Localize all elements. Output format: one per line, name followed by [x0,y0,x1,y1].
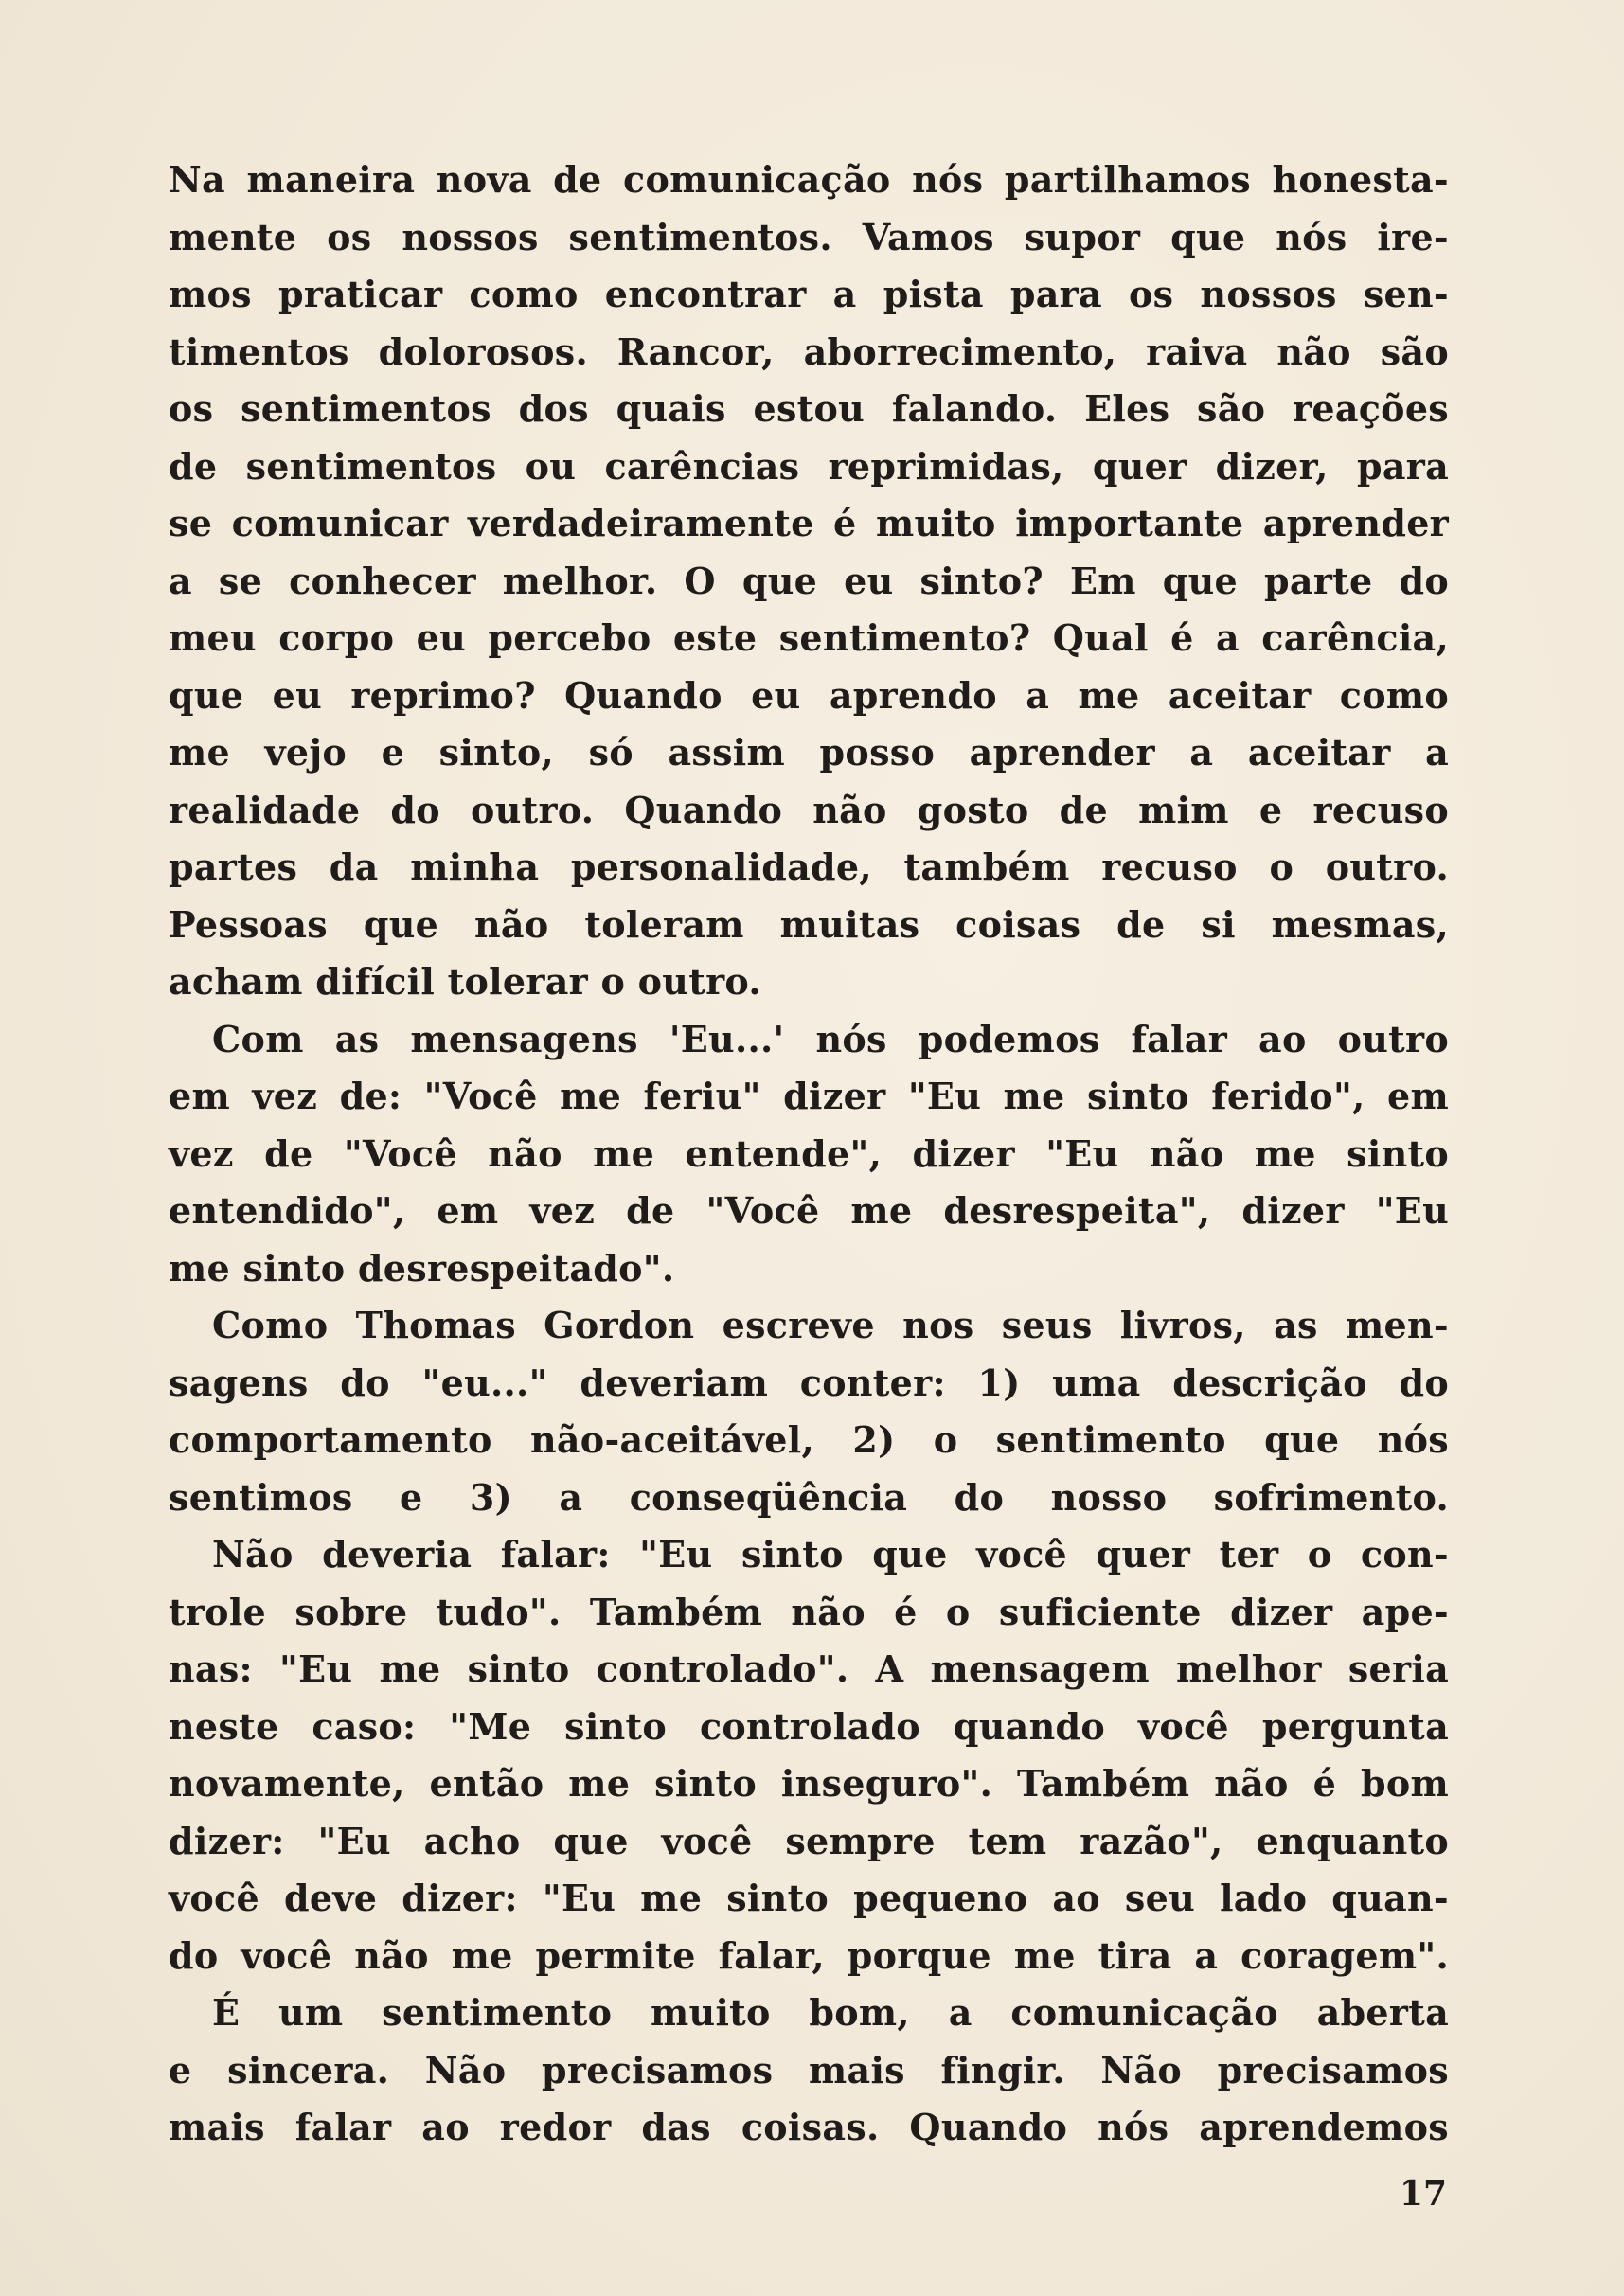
text-line: mos praticar como encontrar a pista para os nossos sen- [169,273,1449,315]
text-line: Como Thomas Gordon escreve nos seus livros, as men- [212,1304,1449,1346]
text-line: dizer: "Eu acho que você sempre tem razão", enquanto [169,1819,1449,1862]
text-line: sagens do "eu..." deveriam conter: 1) uma descrição do [169,1361,1449,1404]
text-line: você deve dizer: "Eu me sinto pequeno ao seu lado quan- [169,1877,1449,1919]
body-text [169,151,1449,2157]
text-line: nas: "Eu me sinto controlado". A mensagem melhor seria [169,1647,1449,1690]
text-line: sentimos e 3) a conseqüência do nosso sofrimento. [169,1475,1449,1519]
text-line: mente os nossos sentimentos. Vamos supor que nós ire- [169,215,1449,258]
text-line: Com as mensagens 'Eu...' nós podemos falar ao outro [212,1017,1449,1060]
text-line: a se conhecer melhor. O que eu sinto? Em que parte do [169,559,1449,602]
text-line: comportamento não-aceitável, 2) o sentimento que nós [169,1418,1449,1461]
text-line: timentos dolorosos. Rancor, aborrecimento, raiva não são [169,329,1449,373]
text-line: meu corpo eu percebo este sentimento? Qual é a carência, [169,616,1449,659]
text-line: de sentimentos ou carências reprimidas, quer dizer, para [169,444,1449,488]
text-line: que eu reprimo? Quando eu aprendo a me aceitar como [169,673,1449,717]
text-line: me vejo e sinto, só assim posso aprender a aceitar a [169,731,1449,774]
text-line: Na maneira nova de comunicação nós partilhamos honesta- [169,158,1449,201]
page-number: 17 [1399,2174,1447,2214]
text-line: Não deveria falar: "Eu sinto que você quer ter o con- [212,1533,1449,1575]
text-line: os sentimentos dos quais estou falando. Eles são reações [169,387,1449,430]
text-line: partes da minha personalidade, também recuso o outro. [169,845,1449,888]
text-line: acham difícil tolerar o outro. [169,960,761,1003]
text-line: em vez de: "Você me feriu" dizer "Eu me sinto ferido", em [169,1075,1449,1117]
text-line: me sinto desrespeitado". [169,1246,675,1290]
text-line: entendido", em vez de "Você me desrespeita", dizer "Eu [169,1189,1449,1232]
text-line: neste caso: "Me sinto controlado quando você pergunta [169,1704,1449,1748]
text-line: É um sentimento muito bom, a comunicação aberta [212,1991,1449,2034]
text-line: vez de "Você não me entende", dizer "Eu não me sinto [169,1131,1449,1175]
text-line: e sincera. Não precisamos mais fingir. Não precisamos [169,2048,1449,2091]
text-line: mais falar ao redor das coisas. Quando nós aprendemos [169,2106,1449,2148]
text-line: trole sobre tudo". Também não é o suficiente dizer ape- [169,1590,1449,1633]
text-line: realidade do outro. Quando não gosto de mim e recuso [169,788,1449,831]
text-line: do você não me permite falar, porque me tira a coragem". [169,1933,1449,1977]
text-line: se comunicar verdadeiramente é muito importante aprender [169,502,1449,544]
text-line: novamente, então me sinto inseguro". Também não é bom [169,1762,1449,1805]
text-line: Pessoas que não toleram muitas coisas de si mesmas, [169,902,1449,946]
